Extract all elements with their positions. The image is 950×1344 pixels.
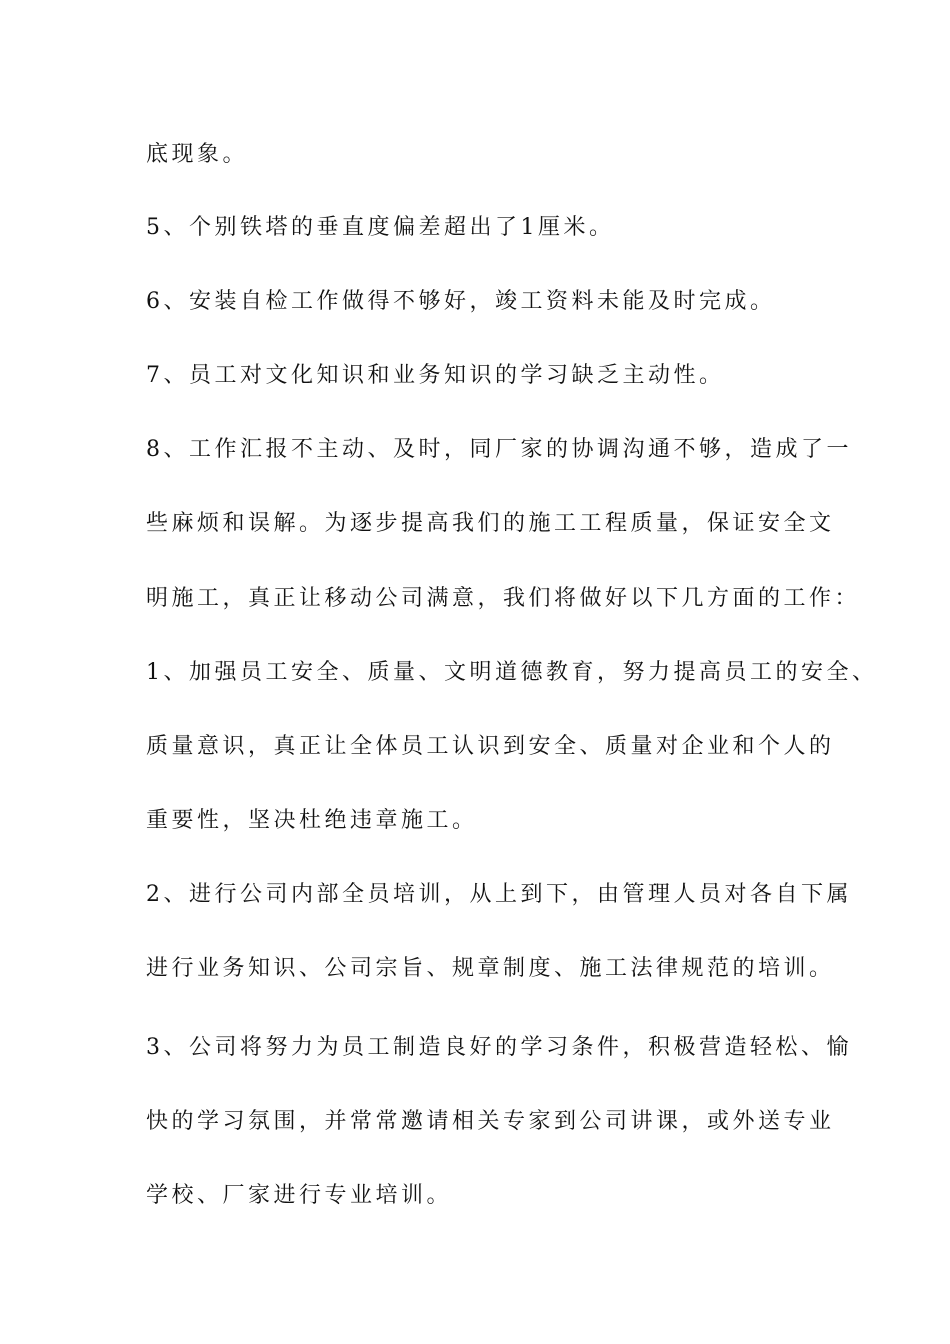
text-line: 质量意识，真正让全体员工认识到安全、质量对企业和个人的 [146,734,835,759]
text-line: 些麻烦和误解。为逐步提高我们的施工工程质量，保证安全文 [146,511,835,536]
text-line: 1、加强员工安全、质量、文明道德教育，努力提高员工的安全、 [146,660,878,685]
text-line: 明施工，真正让移动公司满意，我们将做好以下几方面的工作： [146,586,861,611]
text-line: 学校、厂家进行专业培训。 [146,1183,453,1208]
text-line: 重要性，坚决杜绝违章施工。 [146,808,478,833]
text-line: 2、进行公司内部全员培训，从上到下，由管理人员对各自下属 [146,882,852,907]
text-line: 快的学习氛围，并常常邀请相关专家到公司讲课，或外送专业 [146,1109,835,1134]
text-line: 进行业务知识、公司宗旨、规章制度、施工法律规范的培训。 [146,956,835,981]
text-line: 7、员工对文化知识和业务知识的学习缺乏主动性。 [146,363,725,388]
text-line: 底现象。 [146,142,249,167]
text-line: 6、安装自检工作做得不够好，竣工资料未能及时完成。 [146,289,776,314]
text-line: 8、工作汇报不主动、及时，同厂家的协调沟通不够，造成了一 [146,437,852,462]
text-line: 5、个别铁塔的垂直度偏差超出了1厘米。 [146,215,615,240]
text-line: 3、公司将努力为员工制造良好的学习条件，积极营造轻松、愉 [146,1035,852,1060]
